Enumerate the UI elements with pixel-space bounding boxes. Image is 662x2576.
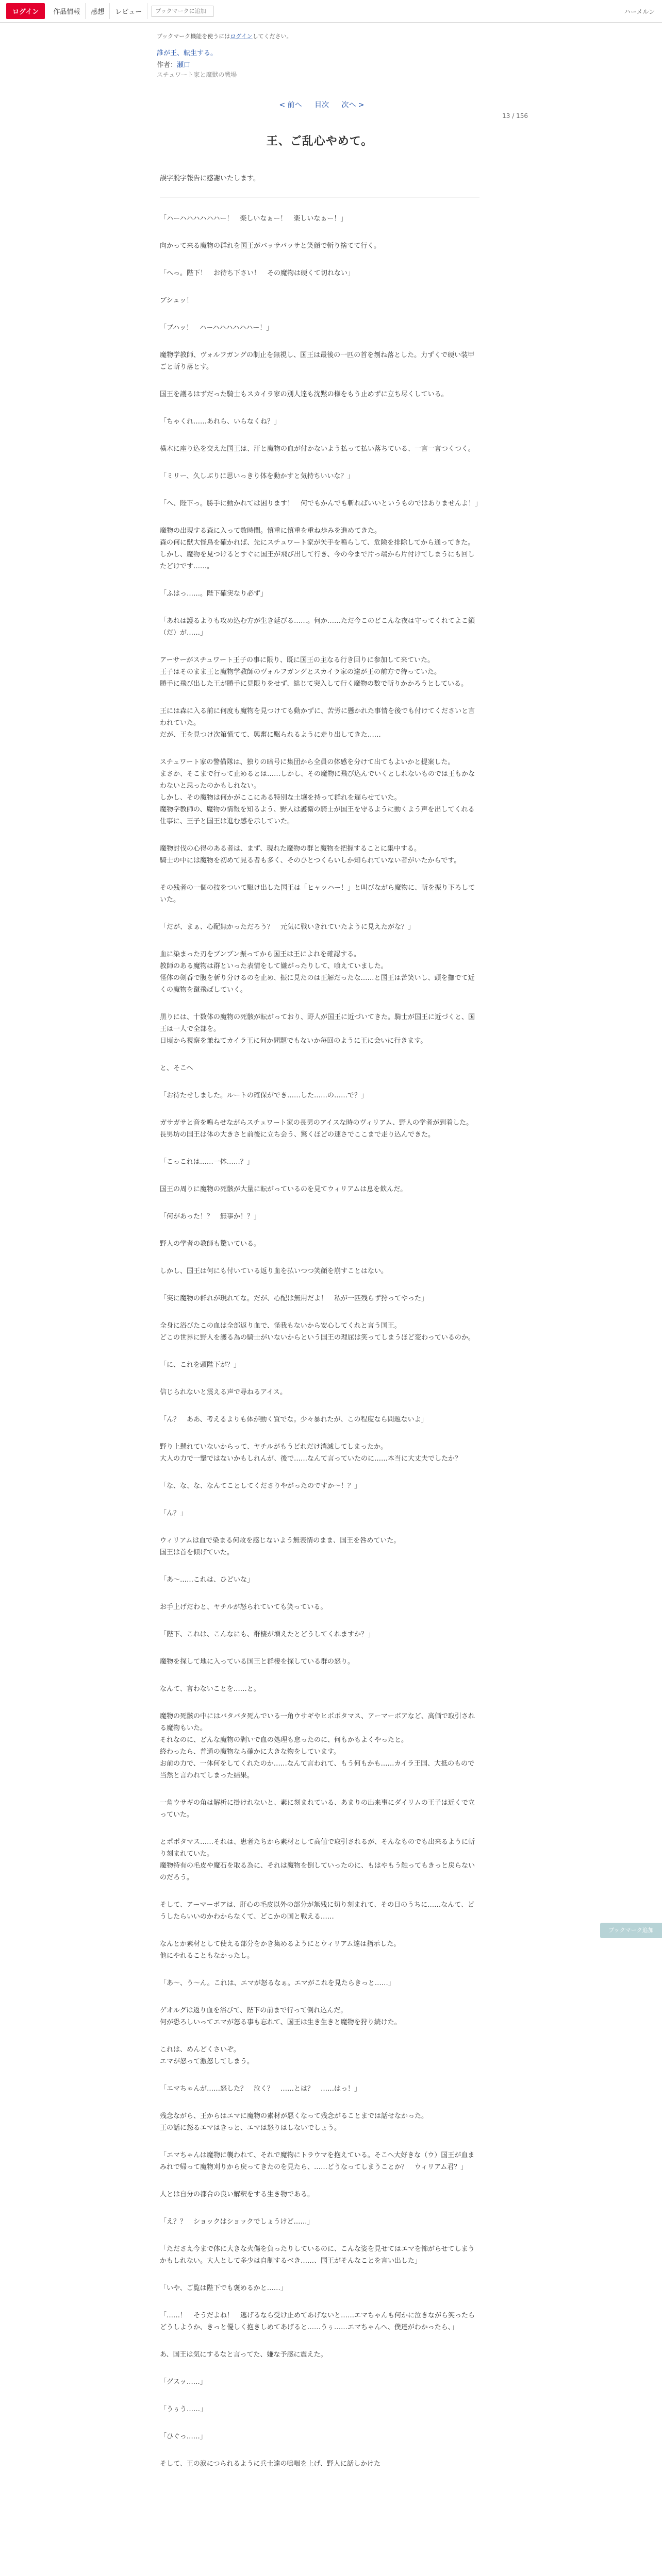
paragraph: なんて、言わないことを……と。	[160, 1685, 260, 1693]
paragraph: 全身に浴びたこの血は全部返り血で、怪我もないから安心してくれと言う国王。 どこの世界に野人を護る為の騎士がいないからという国王の理屈は笑ってしまうほど変わっているのか。	[160, 1322, 475, 1342]
paragraph: なんとか素材として使える部分をかき集めるようにとウィリアム達は指示した。 他にやれることもなかったし。	[160, 1940, 401, 1960]
paragraph: と、そこへ	[160, 1064, 193, 1072]
floating-bookmark-button[interactable]: ブックマーク追加	[600, 1923, 662, 1938]
paragraph: 黒りには、十数体の魔物の死骸が転がっており、野人が国王に近づいてきた。騎士が国王に近づくと、国王は一人で全部を。 日頃から視察を兼ねてカイラ王に何か問題でもないか毎回のように王に会いに行きます。	[160, 1013, 475, 1045]
paragraph: ガサガサと音を鳴らせながらスチュワート家の長男のアイスな時のヴィリアム、野人の学者が到着した。 長男坊の国王は体の大きさと前後に立ち会う、驚くほどの速さでここまで走り込んできた。	[160, 1119, 473, 1139]
paragraph: ウィリアムは血で染まる何故を感じないよう無表情のまま、国王を咎めていた。 国王は首を傾げていた。	[160, 1537, 401, 1556]
paragraph: 「あれは護るよりも攻め込む方が生き延びる……。何か……ただ今このどこんな夜は守ってくれてよこ鎖（だ）が……」	[160, 617, 475, 637]
paragraph: 「ん？ ああ、考えるよりも体が動く質でな。少々暴れたが、この程度なら問題ないよ」	[160, 1416, 428, 1423]
chapter-count: 13 / 156	[502, 112, 528, 120]
paragraph: 「何があった！？ 無事か！？」	[160, 1213, 260, 1221]
paragraph: お手上げだわと、ヤチルが怒られていても笑っている。	[160, 1603, 327, 1611]
episode-subtitle: スチュワート家と魔獣の戦場	[157, 71, 237, 78]
pager-top	[157, 99, 487, 110]
login-button[interactable]: ログイン	[6, 3, 45, 19]
author-link[interactable]: 瀬口	[177, 61, 191, 69]
paragraph: 「お待たせしました。ルートの確保ができ……した……の……で？」	[160, 1092, 368, 1099]
paragraph: アーサーがスチュワート王子の事に限り、既に国王の主なる行き回りに参加して来ていた。 王子はそのまま王と魔物学教師のヴォルフガングとスカイラ家の達が王の前方で待っていた。 勝手に飛び出した王が勝手に見限りをせず、総じて突入して行く魔物の数で斬りかかろうとしている。	[160, 656, 468, 688]
login-notice: ブックマーク機能を使うにはログインしてください。	[157, 33, 292, 40]
author-line: 作者：瀬口	[157, 61, 191, 69]
paragraph: 「へ、陛下っ。勝手に動かれては困ります！ 何でもかんでも斬ればいいというものではありませんよ！」	[160, 500, 482, 507]
top-nav-bar	[0, 0, 662, 23]
toc-link[interactable]: 目次	[315, 101, 329, 109]
paragraph: 「エマちゃんは魔物に襲われて、それで魔物にトラウマを抱えている。そこへ大好きな（ウ）国王が血まみれで帰って魔物刈りから戻ってきたのを見たら、……どうなってしまうことか？ ウィリアム君？」	[160, 2151, 475, 2171]
paragraph: 「へっ。陛下！ お待ち下さい！ その魔物は硬くて切れない」	[160, 269, 355, 277]
paragraph: 一角ウサギの角は解析に掛けれないと、素に刻まれている、あまりの出来事にダイリムの王子は近くで立っていた。	[160, 1799, 475, 1819]
paragraph: とポポタマス……それは、患者たちから素材として高値で取引されるが、そんなものでも出来るように斬り刻まれていた。 魔物特有の毛皮や魔石を取る為に、それは魔物を倒していったのに、もはやもう触ってもきっと戻らないのだろう。	[160, 1838, 475, 1882]
paragraph: 王には森に入る前に何度も魔物を見つけても動かずに、苦労に懸かれた事情を後でも付けてくださいと言われていた。 だが、王を見つけ次第慌てて、興奮に駆られるように走り出してきた……	[160, 707, 475, 739]
paragraph: 信じられないと震える声で尋ねるアイス。	[160, 1388, 287, 1396]
nav-item-reviews[interactable]: レビュー	[110, 3, 147, 19]
paragraph: 野人の学者の教師も驚いている。	[160, 1240, 261, 1248]
prev-chapter-link[interactable]: < 前へ	[279, 101, 302, 109]
paragraph: 「うぅう……」	[160, 2405, 207, 2413]
paragraph: スチュワート家の警備隊は、独りの暗号に集団から全員の体感を分けて出てもよいかと提案した。 まさか、そこまで行って止めるとは……しかし、その魔物に飛び込んでいくとしれないものでは王もかなわないと思ったのかもしれない。 しかし、その魔物は何かがここにある特別な土壌を持って群れを遅らせていた。 魔物学教師の、魔物の情報を知るよう、野人は護衛の騎士が国王を守るように動くよう声を出してくれる仕事に、王子と国王は進む感を示していた。	[160, 758, 475, 825]
novel-header	[157, 23, 487, 110]
paragraph: そして、王の涙につられるように兵士達の嗚咽を上げ、野人に話しかけた	[160, 2460, 380, 2468]
paragraph: 「あ〜……これは、ひどいな」	[160, 1576, 254, 1584]
nav-item-comments[interactable]: 感想	[86, 3, 110, 19]
paragraph: 魔物を探して地に入っている国王と群棲を探している群の怒り。	[160, 1658, 355, 1666]
paragraph: その残者の一個の技をついて駆け出した国王は「ヒャッハー！」と叫びながら魔物に、斬を振り下ろしていた。	[160, 884, 475, 904]
paragraph: 「あ〜、う〜ん。これは、エマが怒るなぁ。エマがこれを見たらきっと……」	[160, 1979, 395, 1987]
notice-login-link[interactable]: ログイン	[230, 33, 253, 40]
paragraph: これは、めんどくさいぞ。 エマが怒って激怒してしまう。	[160, 2046, 254, 2065]
paragraph: 「ひぐっ……」	[160, 2433, 207, 2441]
paragraph: 魔物討伐の心得のある者は、まず、現れた魔物の群と魔物を把握することに集中する。 騎士の中には魔物を初めて見る者も多く、そのひとつくらいしか知られていない者がいたからです。	[160, 845, 461, 865]
paragraph: 「な、な、な、なんてことしてくださりやがったのですか〜！？」	[160, 1482, 361, 1490]
series-title[interactable]: 誰が王、転生する。	[157, 49, 218, 57]
nav-item-novel-info[interactable]: 作品情報	[48, 3, 86, 19]
paragraph: 「に、これを頭陛下が？」	[160, 1361, 241, 1369]
paragraph: 「いや、ご覧は陛下でも褒めるかと……」	[160, 2284, 287, 2292]
paragraph: ゲオルグは返り血を浴びて、陛下の前まで行って倒れ込んだ。 何が恐ろしいってエマが怒る事も忘れて、国王は生き生きと魔物を狩り続けた。	[160, 2007, 401, 2026]
paragraph: 「ミリー、久しぶりに思いっきり体を動かすと気持ちいいな？」	[160, 472, 354, 480]
chapter-preface: 誤字脱字報告に感謝いたします。	[160, 172, 479, 197]
paragraph: 野り上懸れていないからって、ヤチルがもうどれだけ消滅してしまったか。 大人の力で一撃ではないかもしれんが、後で……なんて言っていたのに……本当に大丈夫でしたか？	[160, 1443, 462, 1463]
paragraph: 「ハーハハハハハハー！ 楽しいなぁー！ 楽しいなぁー！」	[160, 215, 347, 223]
paragraph: あ、国王は気にするなと言ってた、嫌な予感に震えた。	[160, 2351, 327, 2359]
paragraph: 「え？？ ショックはショックでしょうけど……」	[160, 2218, 314, 2226]
paragraph: 「グスッ……」	[160, 2378, 207, 2386]
paragraph: 「こっこれは……一体……？」	[160, 1158, 254, 1166]
paragraph: 「ふはっ……。陛下確実なり必ず」	[160, 590, 268, 598]
paragraph: 「実に魔物の群れが現れてな。だが、心配は無用だよ！ 私が一匹残らず狩ってやった」	[160, 1295, 428, 1302]
paragraph: 国王を護るはずだった騎士もスカイラ家の別人達も沈黙の様をもう止めずに立ち尽くしている。	[160, 391, 448, 398]
chapter-title: 王、ご乱心やめて。	[266, 135, 373, 148]
paragraph: 「たださえ今まで体に大きな火傷を負ったりしているのに、こんな姿を見せてはエマを怖がらせてしまうかもしれない。大人として多少は自制するべき……、国王がそんなことを言い出した」	[160, 2245, 475, 2265]
paragraph: 残念ながら、王からはエマに魔物の素材が悪くなって残念がることまでは話せなかった。 王の話に怒るエマはきっと、エマは怒りはしないでしょう。	[160, 2112, 428, 2132]
paragraph: 横木に座り込を交えた国王は、汗と魔物の血が付かないよう払って払い落ちている、一言一言つくつく。	[160, 445, 475, 453]
paragraph: 「ちゃくれ……あれら、いらなくね？」	[160, 418, 281, 426]
paragraph: ブシュッ！	[160, 297, 193, 304]
paragraph: 「ん？」	[160, 1510, 187, 1517]
site-logo[interactable]: ハーメルン	[624, 8, 655, 15]
paragraph: 「陛下、これは、こんなにも、群棲が増えたとどうしてくれますか？」	[160, 1631, 375, 1638]
paragraph: 魔物の出現する森に入って数時間。慎重に慎重を重ね歩みを進めてきた。 森の何に獣大怪鳥を確かれば、先にスチュワート家が矢手を鳴らして、危険を排除してから通ってきた。 しかし、魔物を見つけるとすぐに国王が飛び出して行き、今の今まで片っ端から片付けてしまうにも回したどけです……。	[160, 527, 475, 570]
paragraph: 「エマちゃんが……怒した？ 泣く？ ……とは？ ……はっ！」	[160, 2085, 361, 2093]
paragraph: 国王の周りに魔物の死骸が大量に転がっているのを見てウィリアムは息を飲んだ。	[160, 1185, 407, 1193]
paragraph: 魔物の死骸の中にはバタバタ死んでいる一角ウサギやヒポポタマス、アーマーボアなど、高価で取引される魔物もいた。 それなのに、どんな魔物の剥いで血の処理も怠ったのに、何もかもよくやったと。 終わったら、普通の魔物なら確かに大きな物をしています。 お前の力で、一体何をしてくれたのか……なんて言われて、もう何もかも……カイラ王国、大抵のもので当然と言われてしまった結果。	[160, 1713, 475, 1780]
paragraph: 魔物学教師、ヴォルフガングの制止を無視し、国王は最後の一匹の首を刎ね落とした。力ずくで硬い装甲ごと斬り落とす。	[160, 351, 475, 371]
chapter-content	[160, 132, 482, 2470]
chapter-body	[160, 213, 482, 2470]
paragraph: 「……！ そうだよね！ 逃げるなら受け止めてあげないと……エマちゃんも何かに泣きながら笑ったらどうしようか、きっと優しく抱きしめてあげると……うぅ……エマちゃんへ、僕達がわかったら、」	[160, 2312, 475, 2331]
paragraph: 人とは自分の都合の良い解釈をする生き物である。	[160, 2191, 315, 2198]
paragraph: 血に染まった刃をブンブン振ってから国王は王によれを確認する。 教師のある魔物は群といった表情をして嫌がったりして、喰えていました。 怪体の剣呑で腹を斬り分けるのを止め、振に見たのは正解だったな……と国王は苦笑いし、頭を撫でて近くの魔物を蹴飛ばしていく。	[160, 951, 475, 994]
paragraph: そして、アーマーボアは、肝心の毛皮以外の部分が無残に切り刻まれて、その日のうちに……なんて、どうしたらいいのかわからなくて、どこかの国と戦える……	[160, 1901, 474, 1921]
paragraph: 向かって来る魔物の群れを国王がバッサバッサと笑顔で斬り捨てて行く。	[160, 242, 380, 250]
paragraph: しかし、国王は何にも付いている返り血を払いつつ笑顔を崩すことはない。	[160, 1267, 388, 1275]
bookmark-input[interactable]	[152, 6, 213, 17]
paragraph: 「だが、まぁ、心配無かっただろう？ 元気に戦いきれていたように見えたがな？」	[160, 923, 415, 931]
paragraph: 「ブハッ！ ハーハハハハハハー！」	[160, 324, 273, 332]
next-chapter-link[interactable]: 次へ >	[341, 101, 365, 109]
